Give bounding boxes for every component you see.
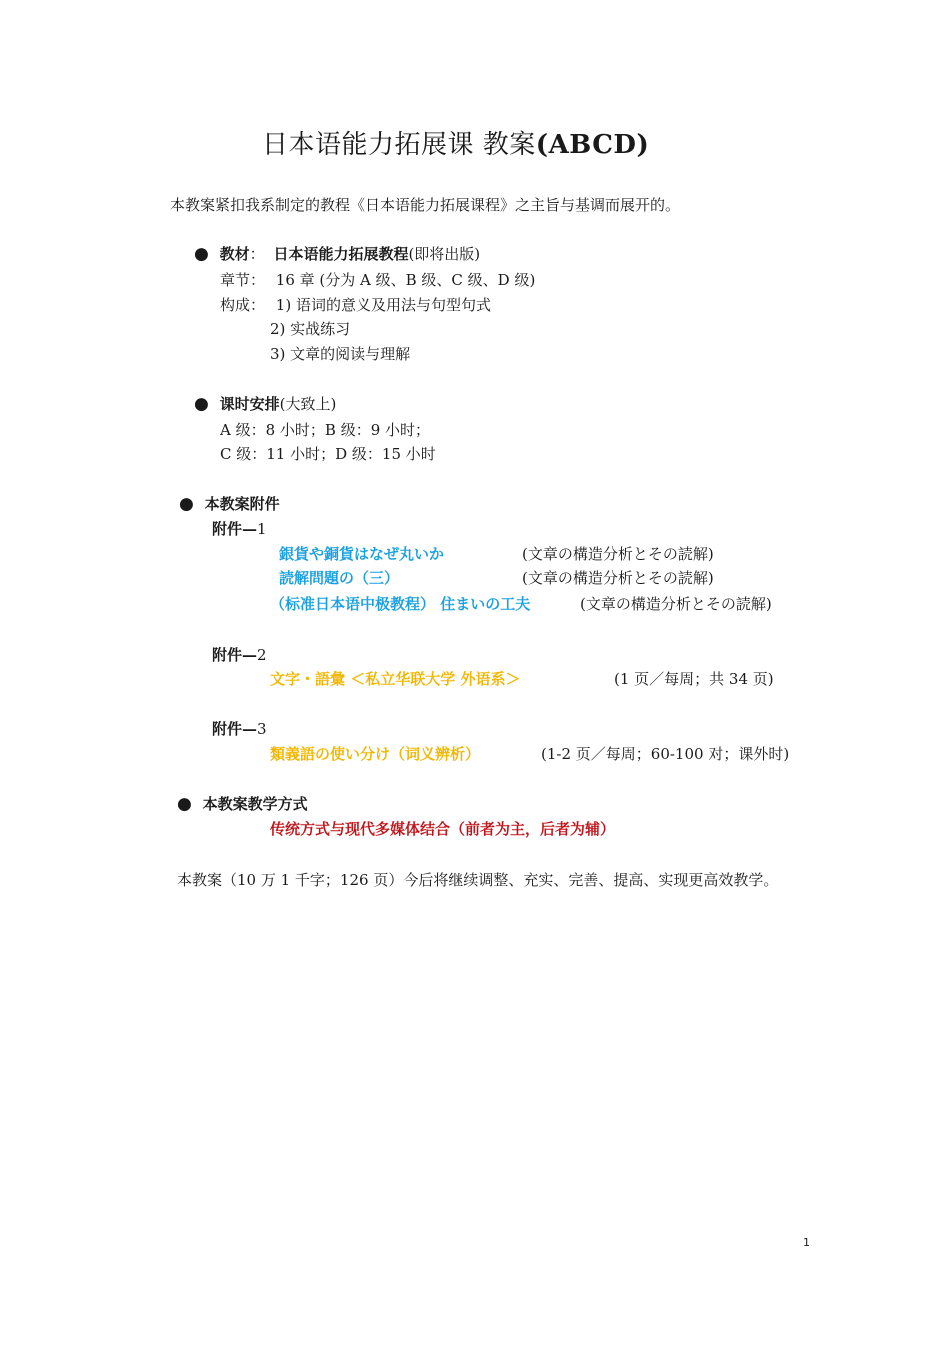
attachment-label: 附件— <box>212 520 258 538</box>
attachment-1-title-2: 読解問題の（三） <box>279 569 400 587</box>
materials-colon: ： <box>249 245 265 263</box>
attachment-1-title-3: （标准日本语中极教程） 住まいの工夫 <box>270 595 531 613</box>
attachment-label: 附件— <box>212 646 258 664</box>
textbook-note: (即将出版) <box>408 245 481 263</box>
attachment-number: 2 <box>257 646 267 664</box>
structure-item-3: 3) 文章的阅读与理解 <box>270 345 411 363</box>
attachment-1-heading <box>212 518 267 539</box>
attachments-label: 本教案附件 <box>204 495 280 513</box>
structure-line <box>220 294 491 315</box>
schedule-note: (大致上) <box>279 395 337 413</box>
attachment-1-note-2: (文章の構造分析とその読解) <box>522 569 714 587</box>
attachment-1-note-1: (文章の構造分析とその読解) <box>522 545 714 563</box>
attachment-3-title: 類義語の使い分け（词义辨析） <box>270 745 481 763</box>
section-teaching-method <box>177 793 308 814</box>
chapters-text: 16 章 (分为 A 级、B 级、C 级、D 级) <box>275 271 536 289</box>
materials-label: 教材 <box>219 245 250 263</box>
page-number: 1 <box>803 1236 810 1249</box>
bullet-icon: ● <box>179 494 194 514</box>
section-materials <box>194 243 480 264</box>
title-main: 日本语能力拓展课 教案 <box>262 130 536 160</box>
title-abcd: (ABCD) <box>535 130 650 160</box>
attachment-2-title: 文字・語彙 ＜私立华联大学 外语系＞ <box>270 670 521 688</box>
attachment-2-heading <box>212 644 267 665</box>
attachment-3-note: (1-2 页／每周；60-100 对；课外时) <box>541 745 790 763</box>
attachment-number: 3 <box>257 720 267 738</box>
page-title <box>262 124 649 161</box>
structure-item-1: 1) 语词的意义及用法与句型句式 <box>275 296 491 314</box>
intro-paragraph: 本教案紧扣我系制定的教程《日本语能力拓展课程》之主旨与基调而展开的。 <box>170 196 681 214</box>
section-schedule <box>194 393 336 414</box>
attachment-1-title-1: 銀貨や銅貨はなぜ丸いか <box>279 545 445 563</box>
attachment-label: 附件— <box>212 720 258 738</box>
bullet-icon: ● <box>177 794 192 814</box>
schedule-line-1: A 级：8 小时；B 级：9 小时； <box>220 421 431 439</box>
structure-item-2: 2) 实战练习 <box>270 320 351 338</box>
chapters-line <box>220 269 535 290</box>
attachment-3-heading <box>212 718 267 739</box>
section-attachments <box>179 493 280 514</box>
attachment-number: 1 <box>257 520 267 538</box>
teaching-method-text: 传统方式与现代多媒体结合（前者为主，后者为辅） <box>270 820 616 838</box>
bullet-icon: ● <box>194 394 209 414</box>
attachment-2-note: (1 页／每周；共 34 页) <box>614 670 774 688</box>
schedule-line-2: C 级：11 小时；D 级：15 小时 <box>220 445 436 463</box>
teaching-method-label: 本教案教学方式 <box>202 795 308 813</box>
structure-label: 构成： <box>220 296 266 314</box>
bullet-icon: ● <box>194 244 209 264</box>
attachment-1-note-3: (文章の構造分析とその読解) <box>580 595 772 613</box>
chapters-label: 章节： <box>220 271 266 289</box>
textbook-name: 日本语能力拓展教程 <box>273 245 409 263</box>
closing-paragraph: 本教案（10 万 1 千字；126 页）今后将继续调整、充实、完善、提高、实现更高效教学。 <box>177 871 779 889</box>
schedule-label: 课时安排 <box>219 395 280 413</box>
